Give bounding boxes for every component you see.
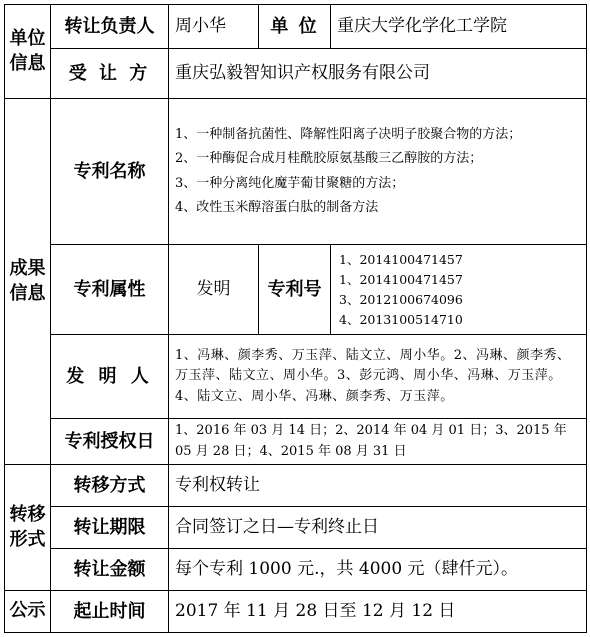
transfer-amount-label: 转让金额 (51, 549, 169, 591)
grant-dates-value: 1、2016 年 03 月 14 日；2、2014 年 04 月 01 日；3、2015 年 05 月 28 日；4、2015 年 08 月 31 日 (169, 419, 587, 465)
section-transfer (5, 465, 51, 591)
patent-transfer-table (4, 4, 587, 633)
row-transfer-method (5, 465, 587, 507)
patent-name-item: 4、改性玉米醇溶蛋白肽的制备方法 (175, 199, 379, 215)
patent-numbers-list (331, 245, 587, 335)
unit-label: 单 位 (259, 5, 331, 49)
patent-number-item: 1、2014100471457 (339, 271, 463, 287)
row-inventors (5, 335, 587, 419)
patent-name-item: 3、一种分离纯化魔芋葡甘聚糖的方法； (175, 175, 405, 191)
patent-number-item: 1、2014100471457 (339, 251, 463, 267)
patent-no-label: 专利号 (259, 245, 331, 335)
transferee-label: 受 让 方 (51, 49, 169, 99)
inventor-label: 发 明 人 (51, 335, 169, 419)
row-transfer-person (5, 5, 587, 49)
notice-time-label: 起止时间 (51, 591, 169, 633)
row-patent-type (5, 245, 587, 335)
transfer-period-value: 合同签订之日—专利终止日 (169, 507, 587, 549)
section-notice (5, 591, 51, 633)
patent-type-value: 发明 (169, 245, 259, 335)
transfer-method-label: 转移方式 (51, 465, 169, 507)
grant-date-label: 专利授权日 (51, 419, 169, 465)
section-results-label: 成果信息 (9, 258, 46, 304)
transfer-person-label: 转让负责人 (51, 5, 169, 49)
notice-time-value: 2017 年 11 月 28 日至 12 月 12 日 (169, 591, 587, 633)
section-unit-info (5, 5, 51, 99)
row-transferee (5, 49, 587, 99)
unit-value: 重庆大学化学化工学院 (331, 5, 587, 49)
transfer-period-label: 转让期限 (51, 507, 169, 549)
row-notice (5, 591, 587, 633)
row-transfer-period (5, 507, 587, 549)
transferee-value: 重庆弘毅智知识产权服务有限公司 (169, 49, 587, 99)
section-results (5, 99, 51, 465)
row-grant-date (5, 419, 587, 465)
patent-number-item: 3、2012100674096 (339, 291, 463, 307)
patent-name-item: 2、一种酶促合成月桂酰胶原氨基酸三乙醇胺的方法； (175, 151, 483, 167)
patent-names-list (169, 99, 587, 245)
patent-name-item: 1、一种制备抗菌性、降解性阳离子决明子胶聚合物的方法； (175, 127, 522, 143)
inventors-value: 1、冯琳、颜李秀、万玉萍、陆文立、周小华。2、冯琳、颜李秀、万玉萍、陆文立、周小华。3、彭元鸿、周小华、冯琳、万玉萍。4、陆文立、周小华、冯琳、颜李秀、万玉萍。 (169, 335, 587, 419)
patent-name-label: 专利名称 (51, 99, 169, 245)
transfer-person-value: 周小华 (169, 5, 259, 49)
section-unit-info-label: 单位信息 (9, 28, 46, 74)
patent-number-item: 4、2013100514710 (339, 311, 463, 327)
row-patent-names (5, 99, 587, 245)
transfer-method-value: 专利权转让 (169, 465, 587, 507)
transfer-amount-value: 每个专利 1000 元.，共 4000 元（肆仟元）。 (169, 549, 587, 591)
row-transfer-amount (5, 549, 587, 591)
patent-type-label: 专利属性 (51, 245, 169, 335)
section-transfer-label: 转移形式 (9, 504, 46, 550)
section-notice-label: 公示 (9, 600, 46, 622)
